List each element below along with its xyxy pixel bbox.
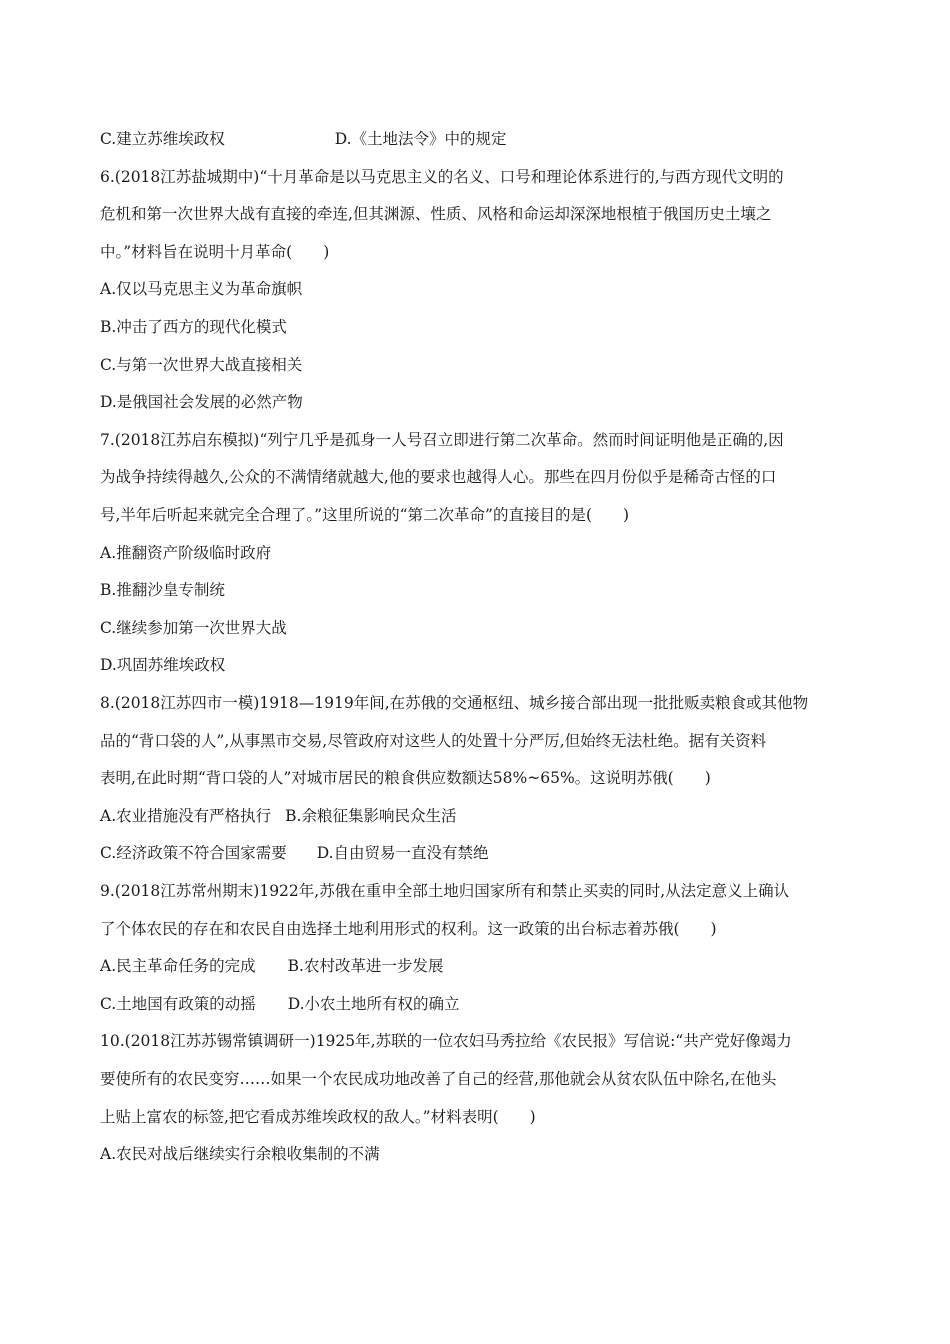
option-text: D.小农土地所有权的确立 (287, 994, 460, 1013)
text-line: 7.(2018江苏启东模拟)“列宁几乎是孤身一人号召立即进行第二次革命。然而时间证明他是正确的,因 (100, 430, 784, 449)
text-line: 10.(2018江苏苏锡常镇调研一)1925年,苏联的一位农妇马秀拉给《农民报》写信说:“共产党好像竭力 (100, 1032, 792, 1051)
option-pair-line (100, 993, 860, 1015)
text-line: 号,半年后听起来就完全合理了。”这里所说的“第二次革命”的直接目的是( ) (100, 506, 630, 524)
text-line: 上贴上富农的标签,把它看成苏维埃政权的敌人。”材料表明( ) (100, 1107, 536, 1126)
option-pair-line (100, 842, 860, 864)
option-text: C.经济政策不符合国家需要 (100, 844, 287, 863)
text-line: B.冲击了西方的现代化模式 (100, 318, 287, 336)
text-line: 要使所有的农民变穷……如果一个农民成功地改善了自己的经营,那他就会从贫农队伍中除名,在他头 (100, 1070, 777, 1088)
option-pair-line (100, 805, 860, 827)
text-line: 品的“背口袋的人”,从事黑市交易,尽管政府对这些人的处置十分严厉,但始终无法杜绝。据有关资料 (100, 731, 767, 750)
option-text: C.建立苏维埃政权 (100, 130, 225, 148)
option-text: B.农村改革进一步发展 (287, 957, 444, 976)
option-text: B.余粮征集影响民众生活 (285, 806, 457, 825)
option-pair-line (100, 955, 860, 977)
text-line: A.推翻资产阶级临时政府 (100, 543, 272, 562)
text-line: C.与第一次世界大战直接相关 (100, 355, 303, 374)
option-text: D.《土地法令》中的规定 (334, 130, 507, 148)
text-line: A.仅以马克思主义为革命旗帜 (100, 280, 303, 299)
text-line: D.是俄国社会发展的必然产物 (100, 393, 303, 412)
text-line: B.推翻沙皇专制统 (100, 581, 225, 600)
text-line: 9.(2018江苏常州期末)1922年,苏俄在重申全部土地归国家所有和禁止买卖的同时,从法定意义上确认 (100, 882, 790, 900)
option-text: D.自由贸易一直没有禁绝 (316, 844, 489, 863)
option-pair-line (100, 128, 860, 150)
option-text: C.土地国有政策的动摇 (100, 994, 256, 1013)
option-text: A.农业措施没有严格执行 (100, 806, 272, 825)
text-line: 危机和第一次世界大战有直接的牵连,但其渊源、性质、风格和命运却深深地根植于俄国历史土壤之 (100, 205, 772, 224)
option-text: A.民主革命任务的完成 (100, 957, 256, 976)
text-line: 6.(2018江苏盐城期中)“十月革命是以马克思主义的名义、口号和理论体系进行的,与西方现代文明的 (100, 167, 784, 186)
text-line: D.巩固苏维埃政权 (100, 656, 226, 675)
text-line: 为战争持续得越久,公众的不满情绪就越大,他的要求也越得人心。那些在四月份似乎是稀奇古怪的口 (100, 468, 777, 487)
text-line: 了个体农民的存在和农民自由选择土地利用形式的权利。这一政策的出台标志着苏俄( ) (100, 919, 717, 938)
text-line: A.农民对战后继续实行余粮收集制的不满 (100, 1145, 380, 1164)
text-line: C.继续参加第一次世界大战 (100, 618, 287, 637)
text-line: 8.(2018江苏四市一模)1918—1919年间,在苏俄的交通枢纽、城乡接合部出现一批批贩卖粮食或其他物 (100, 694, 809, 712)
text-line: 表明,在此时期“背口袋的人”对城市居民的粮食供应数额达58%~65%。这说明苏俄( ) (100, 769, 711, 788)
text-line: 中。”材料旨在说明十月革命( ) (100, 242, 330, 261)
